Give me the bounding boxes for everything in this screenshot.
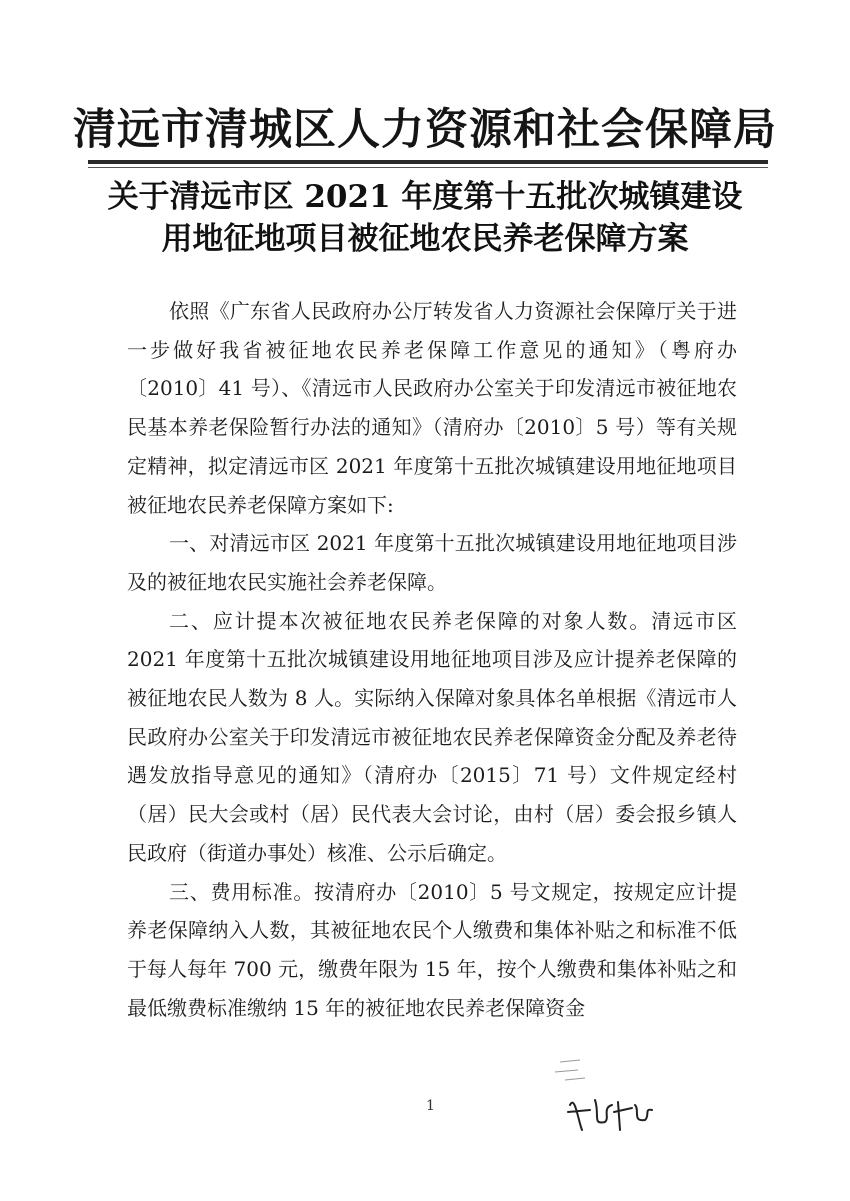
title-line-2: 用地征地项目被征地农民养老保障方案 (161, 221, 689, 257)
paragraph-item-1: 一、对清远市区 2021 年度第十五批次城镇建设用地征地项目涉及的被征地农民实施社会养老保障。 (127, 531, 737, 594)
document-title (0, 176, 850, 260)
letterhead: 清远市清城区人力资源和社会保障局 (73, 105, 777, 155)
letterhead-rule-thin (88, 167, 768, 168)
paragraph-item-2: 二、应计提本次被征地农民养老保障的对象人数。清远市区 2021 年度第十五批次城镇建设用地征地项目涉及应计提养老保障的被征地农民人数为 8 人。实际纳入保障对象具体名单根据《清远市人民政府办公室关于印发清远市被征地农民养老保障资金分配及养老待遇发放指导意见的通知》（清府办〔2015〕71 号）文件规定经村（居）民大会或村（居）民代表大会讨论，由村（居）委会报乡镇人民政府（街道办事处）核准、公示后确定。 (127, 608, 737, 865)
page-number: 1 (426, 1098, 435, 1114)
letterhead-rule (88, 160, 768, 164)
document-body (127, 292, 737, 1027)
title-line-1: 关于清远市区 2021 年度第十五批次城镇建设 (107, 179, 743, 215)
handwritten-signature (540, 1050, 660, 1140)
paragraph-item-3: 三、费用标准。按清府办〔2010〕5 号文规定，按规定应计提养老保障纳入人数，其被征地农民个人缴费和集体补贴之和标准不低于每人每年 700 元，缴费年限为 15 年，按个人缴费和集体补贴之和最低缴费标准缴纳 15 年的被征地农民养老保障资金 (127, 879, 737, 1020)
paragraph-intro: 依照《广东省人民政府办公厅转发省人力资源社会保障厅关于进一步做好我省被征地农民养老保障工作意见的通知》（粤府办〔2010〕41 号）、《清远市人民政府办公室关于印发清远市被征地农民基本养老保险暂行办法的通知》（清府办〔2010〕5 号）等有关规定精神，拟定清远市区 2021 年度第十五批次城镇建设用地征地项目被征地农民养老保障方案如下: (127, 299, 737, 517)
